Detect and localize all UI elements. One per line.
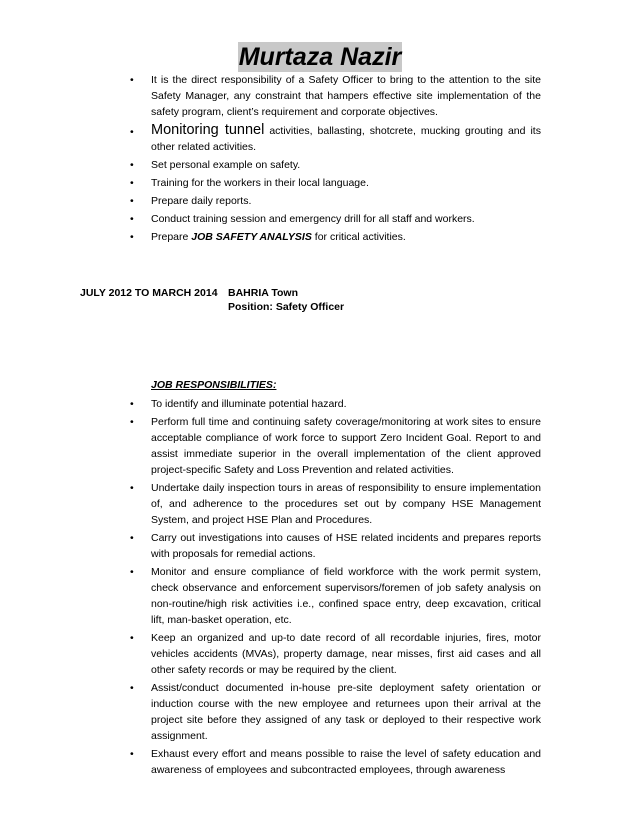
bullet-icon: • — [130, 632, 134, 644]
list-item: • Monitoring tunnel activities, ballasting, shotcrete, mucking grouting and its other related activities. — [130, 122, 541, 153]
bullet-icon: • — [130, 416, 134, 428]
list-item: • Set personal example on safety. — [130, 159, 301, 171]
list-item-lead: Monitoring tunnel — [151, 122, 265, 138]
bullet-icon: • — [130, 748, 134, 760]
bullet-icon: • — [130, 682, 134, 694]
list-item: • Exhaust every effort and means possible to raise the level of safety education and awareness of employees and subcontracted employees, through awareness — [130, 748, 541, 776]
bullet-icon: • — [130, 195, 134, 207]
bullet-icon: • — [130, 398, 134, 410]
emphasis-text: JOB SAFETY ANALYSIS — [191, 231, 312, 243]
list-item: • Keep an organized and up-to date record of all recordable injuries, fires, motor vehicles accidents (MVAs), property damage, near misses, first aid cases and all other safety records or may be required by the client. — [130, 632, 541, 676]
list-item: • Prepare JOB SAFETY ANALYSIS for critical activities. — [130, 231, 406, 243]
list-item: • Assist/conduct documented in-house pre-site deployment safety orientation or induction course with the new employee and returnees upon their arrival at the project site before they assigned of any task or deployed to their respective work assignment. — [130, 682, 541, 742]
list-item: • Undertake daily inspection tours in areas of responsibility to ensure implementation of, and adherence to the procedures set out by company HSE Management System, and project HSE Plan and Procedures. — [130, 482, 541, 526]
bullet-icon: • — [130, 74, 134, 86]
list-item: • Prepare daily reports. — [130, 195, 252, 207]
section-heading: JOB RESPONSIBILITIES: — [151, 379, 277, 391]
list-item: • It is the direct responsibility of a Safety Officer to bring to the attention to the site Safety Manager, any constraint that hampers effective site implementation of the safety program, client’s requirement and corporate objectives. — [130, 74, 541, 118]
employer-name: BAHRIA Town — [228, 287, 298, 299]
bullet-icon: • — [130, 566, 134, 578]
bullet-icon: • — [130, 231, 134, 243]
list-item: • Monitor and ensure compliance of field workforce with the work permit system, check observance and enforcement supervisors/foremen of job safety analysis on non-routine/high risk activities i.e., confined space entry, deep excavation, critical lift, man-basket operation, etc. — [130, 566, 541, 626]
list-item: • Perform full time and continuing safety coverage/monitoring at work sites to ensure acceptable compliance of work force to support Zero Incident Goal. Report to and assist immediate superior in the overall implementation of the client approved project-specific Safety and Loss Prevention and related activities. — [130, 416, 541, 476]
responsibilities-list-2 — [130, 396, 541, 780]
bullet-icon: • — [130, 213, 134, 225]
employment-dates: JULY 2012 TO MARCH 2014 — [80, 287, 218, 299]
name-header-box — [238, 42, 402, 72]
bullet-icon: • — [130, 482, 134, 494]
list-item: • To identify and illuminate potential hazard. — [130, 398, 347, 410]
bullet-icon: • — [130, 126, 134, 138]
bullet-icon: • — [130, 532, 134, 544]
bullet-icon: • — [130, 177, 134, 189]
list-item: • Training for the workers in their local language. — [130, 177, 369, 189]
position-title: Position: Safety Officer — [228, 301, 345, 313]
person-name: Murtaza Nazir — [238, 43, 402, 71]
bullet-icon: • — [130, 159, 134, 171]
list-item: • Conduct training session and emergency drill for all staff and workers. — [130, 213, 475, 225]
list-item: • Carry out investigations into causes of HSE related incidents and prepares reports with proposals for remedial actions. — [130, 532, 541, 560]
responsibilities-list-1 — [130, 72, 541, 247]
